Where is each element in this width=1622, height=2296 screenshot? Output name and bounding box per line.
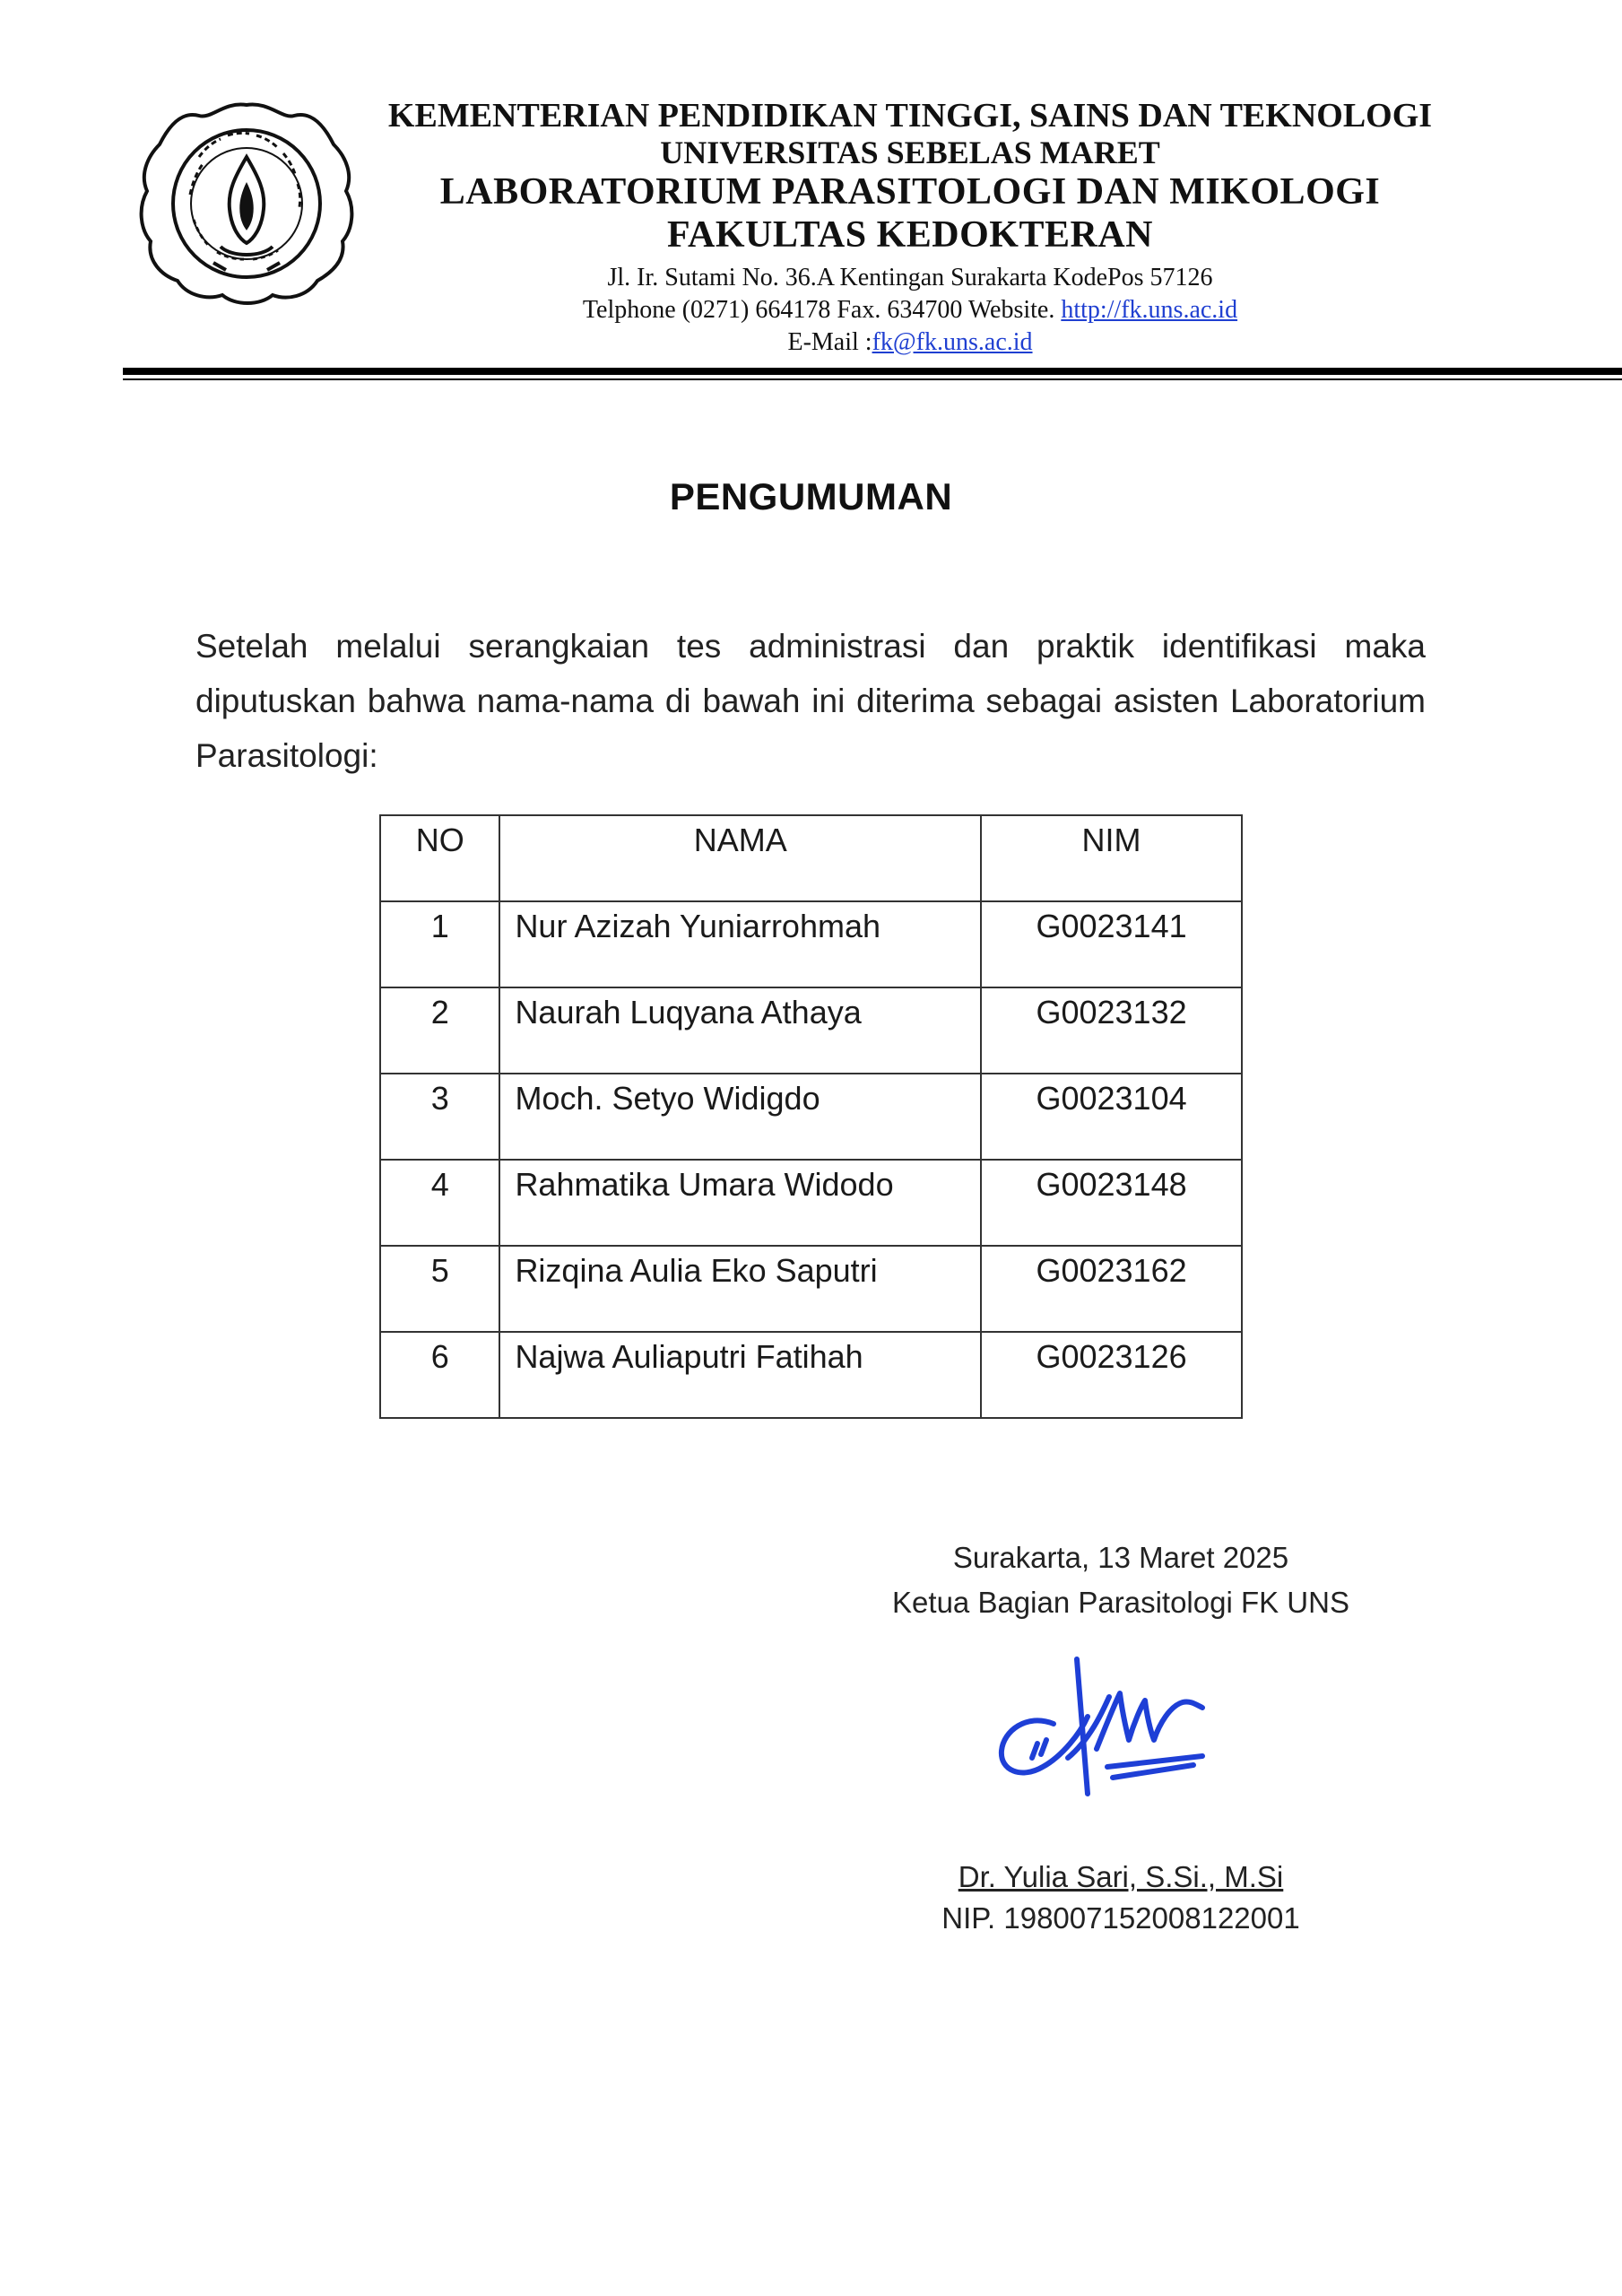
signer-details <box>861 1857 1381 1939</box>
signature-header <box>861 1535 1381 1625</box>
email-line <box>377 326 1444 359</box>
row-nim: G0023104 <box>981 1074 1242 1160</box>
letterhead <box>377 97 1444 359</box>
phone-fax-text: Telphone (0271) 664178 Fax. 634700 Website. <box>582 296 1062 324</box>
website-link[interactable]: http://fk.uns.ac.id <box>1061 296 1238 324</box>
row-nim: G0023162 <box>981 1246 1242 1332</box>
table-row <box>380 987 1242 1074</box>
place-date: Surakarta, 13 Maret 2025 <box>952 1541 1289 1574</box>
header-no: NO <box>380 815 499 901</box>
university-name: UNIVERSITAS SEBELAS MARET <box>660 135 1160 170</box>
announcement-paragraph: Setelah melalui serangkaian tes administrasi dan praktik identifikasi maka diputuskan bahwa nama-nama di bawah ini diterima sebagai asisten Laboratorium Parasitologi: <box>195 628 1426 774</box>
laboratory-name: LABORATORIUM PARASITOLOGI DAN MIKOLOGI <box>439 171 1381 213</box>
header-nama: NAMA <box>499 815 981 901</box>
email-label: E-Mail : <box>787 328 872 356</box>
row-name: Naurah Luqyana Athaya <box>499 987 981 1074</box>
table-header-row <box>380 815 1242 901</box>
document-title: PENGUMUMAN <box>669 475 953 517</box>
table-row <box>380 1074 1242 1160</box>
row-no: 1 <box>380 901 499 987</box>
row-name: Rizqina Aulia Eko Saputri <box>499 1246 981 1332</box>
signer-nip: NIP. 198007152008122001 <box>941 1901 1300 1935</box>
row-no: 3 <box>380 1074 499 1160</box>
row-no: 2 <box>380 987 499 1074</box>
row-name: Rahmatika Umara Widodo <box>499 1160 981 1246</box>
row-name: Moch. Setyo Widigdo <box>499 1074 981 1160</box>
assistants-table <box>379 814 1243 1419</box>
table-row <box>380 901 1242 987</box>
address: Jl. Ir. Sutami No. 36.A Kentingan Surakarta KodePos 57126 <box>607 264 1213 291</box>
university-logo-seal <box>134 94 359 309</box>
table-row <box>380 1160 1242 1246</box>
signer-position: Ketua Bagian Parasitologi FK UNS <box>892 1586 1349 1619</box>
row-nim: G0023132 <box>981 987 1242 1074</box>
ministry-name: KEMENTERIAN PENDIDIKAN TINGGI, SAINS DAN TEKNOLOGI <box>387 97 1433 135</box>
row-no: 5 <box>380 1246 499 1332</box>
row-name: Najwa Auliaputri Fatihah <box>499 1332 981 1418</box>
row-nim: G0023141 <box>981 901 1242 987</box>
letterhead-divider-thick <box>123 368 1622 375</box>
faculty-name: FAKULTAS KEDOKTERAN <box>667 214 1153 256</box>
signer-name: Dr. Yulia Sari, S.Si., M.Si <box>958 1860 1284 1893</box>
table-row <box>380 1332 1242 1418</box>
email-link[interactable]: fk@fk.uns.ac.id <box>872 328 1033 356</box>
row-no: 4 <box>380 1160 499 1246</box>
contact-line <box>377 294 1444 326</box>
header-nim: NIM <box>981 815 1242 901</box>
handwritten-signature <box>991 1650 1233 1812</box>
row-nim: G0023148 <box>981 1160 1242 1246</box>
table-row <box>380 1246 1242 1332</box>
row-no: 6 <box>380 1332 499 1418</box>
row-nim: G0023126 <box>981 1332 1242 1418</box>
letterhead-divider-thin <box>123 378 1622 380</box>
row-name: Nur Azizah Yuniarrohmah <box>499 901 981 987</box>
